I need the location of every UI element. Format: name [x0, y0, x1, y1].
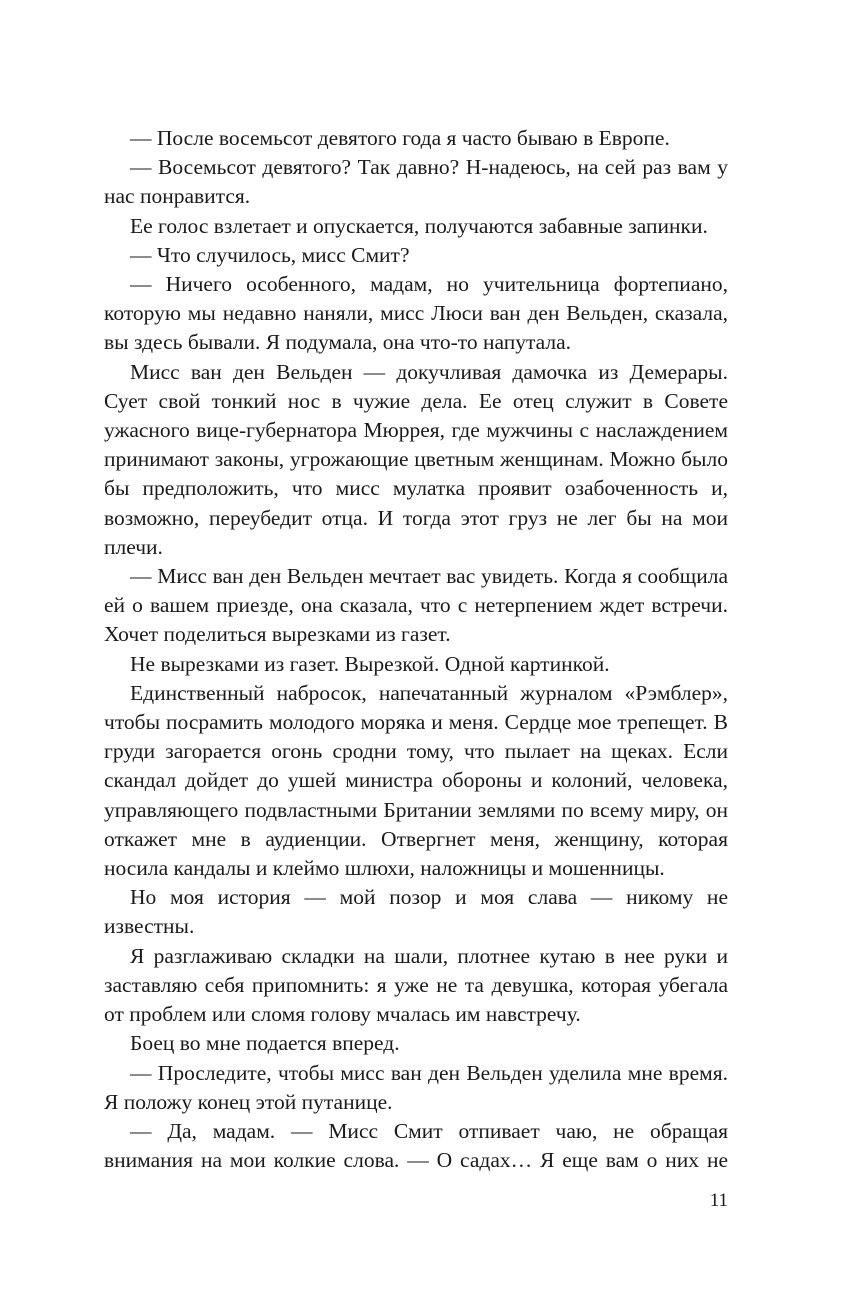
paragraph: Но моя история — мой позор и моя слава — никому не известны. — [104, 885, 728, 939]
paragraph: Я разглаживаю складки на шали, плотнее кутаю в нее руки и заставляю себя припомнить: я уже не та девушка, которая убегала от проблем или сломя голову мчалась им навстречу. — [104, 943, 728, 1027]
page-number: 11 — [709, 1190, 728, 1211]
paragraph: — Восемьсот девятого? Так давно? Н-надеюсь, на сей раз вам у нас понравится. — [104, 155, 728, 209]
paragraph: Мисс ван ден Вельден — докучливая дамочка из Демерары. Сует свой тонкий нос в чужие дела. Ее отец служит в Совете ужасного вице-губернатора Мюррея, где мужчины с наслаждением принимают законы, угрожающие цветным женщинам. Можно было бы предположить, что мисс мулатка проявит озабоченность и, возможно, переубедит отца. И тогда этот груз не лег бы на мои плечи. — [104, 359, 728, 559]
paragraph: Не вырезками из газет. Вырезкой. Одной картинкой. — [130, 651, 610, 676]
paragraph: — После восемьсот девятого года я часто бываю в Европе. — [130, 126, 670, 150]
paragraph: — Мисс ван ден Вельден мечтает вас увидеть. Когда я сообщила ей о вашем приезде, она сказала, что с нетерпением ждет встречи. Хочет поделиться вырезками из газет. — [104, 564, 728, 647]
paragraph: Ее голос взлетает и опускается, получаются забавные запинки. — [130, 213, 708, 238]
paragraph: — Ничего особенного, мадам, но учительница фортепиано, которую мы недавно наняли, мисс Люси ван ден Вельден, сказала, вы здесь бывали. Я подумала, она что-то напутала. — [104, 272, 728, 355]
page-body — [104, 124, 728, 1175]
paragraph: Единственный набросок, напечатанный журналом «Рэмблер», чтобы посрамить молодого моряка и меня. Сердце мое трепещет. В груди загорается огонь сродни тому, что пылает на щеках. Если скандал дойдет до ушей министра обороны и колоний, человека, управляющего подвластными Британии землями по всему миру, он откажет мне в аудиенции. Отвергнет меня, женщину, которая носила кандалы и клеймо шлюхи, наложницы и мошенницы. — [104, 680, 728, 881]
paragraph: Боец во мне подается вперед. — [130, 1031, 400, 1056]
paragraph: — Что случилось, мисс Смит? — [130, 242, 410, 267]
paragraph-continued: — Да, мадам. — Мисс Смит отпивает чаю, не обращая внимания на мои колкие слова. — О садах… Я еще вам о них не — [104, 1118, 728, 1173]
paragraph: — Проследите, чтобы мисс ван ден Вельден уделила мне время. Я положу конец этой путанице. — [104, 1060, 728, 1114]
